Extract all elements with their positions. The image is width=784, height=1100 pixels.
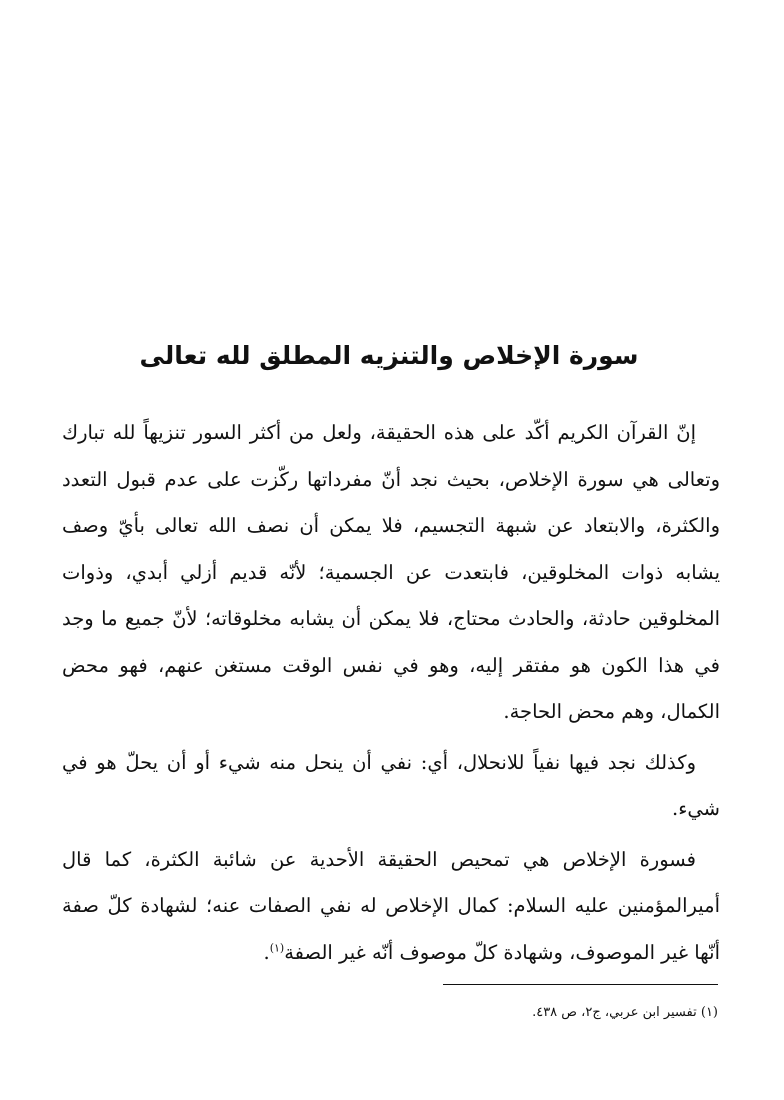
paragraph-3-text: فسورة الإخلاص هي تمحيص الحقيقة الأحدية عن شائبة الكثرة، كما قال أميرالمؤمنين عليه السلام: كمال الإخلاص له نفي الصفات عنه؛ لشهادة كلّ صفة أنّها غير الموصوف، وشهادة كلّ موصوف أنّه غير الصفة [62, 847, 720, 964]
footnote-marker[interactable]: (١) [269, 941, 285, 954]
paragraph-1: إنّ القرآن الكريم أكّد على هذه الحقيقة، ولعل من أكثر السور تنزيهاً لله تبارك وتعالى هي سورة الإخلاص، بحيث نجد أنّ مفرداتها ركّزت على عدم قبول التعدد والكثرة، والابتعاد عن شبهة التجسيم، فلا يمكن أن نصف الله تعالى بأيّ وصف يشابه ذوات المخلوقين، فابتعدت عن الجسمية؛ لأنّه قديم أزلي أبدي، وذوات المخلوقين حادثة، والحادث محتاج، فلا يمكن أن يشابه مخلوقاته؛ لأنّ جميع ما وجد في هذا الكون هو مفتقر إليه، وهو في نفس الوقت مستغن عنهم، فهو محض الكمال، وهم محض الحاجة. [62, 421, 720, 723]
footnote-divider [443, 984, 718, 985]
section-title: سورة الإخلاص والتنزيه المطلق لله تعالى [139, 341, 639, 370]
paragraph-3 [62, 837, 720, 977]
body-text [62, 410, 720, 980]
paragraph-2: وكذلك نجد فيها نفياً للانحلال، أي: نفي أن ينحل منه شيء أو أن يحلّ هو في شيء. [62, 750, 720, 820]
closing-punctuation: . [263, 940, 270, 964]
footnote: (١) تفسير ابن عربي، ج٢، ص ٤٣٨. [532, 1005, 718, 1020]
